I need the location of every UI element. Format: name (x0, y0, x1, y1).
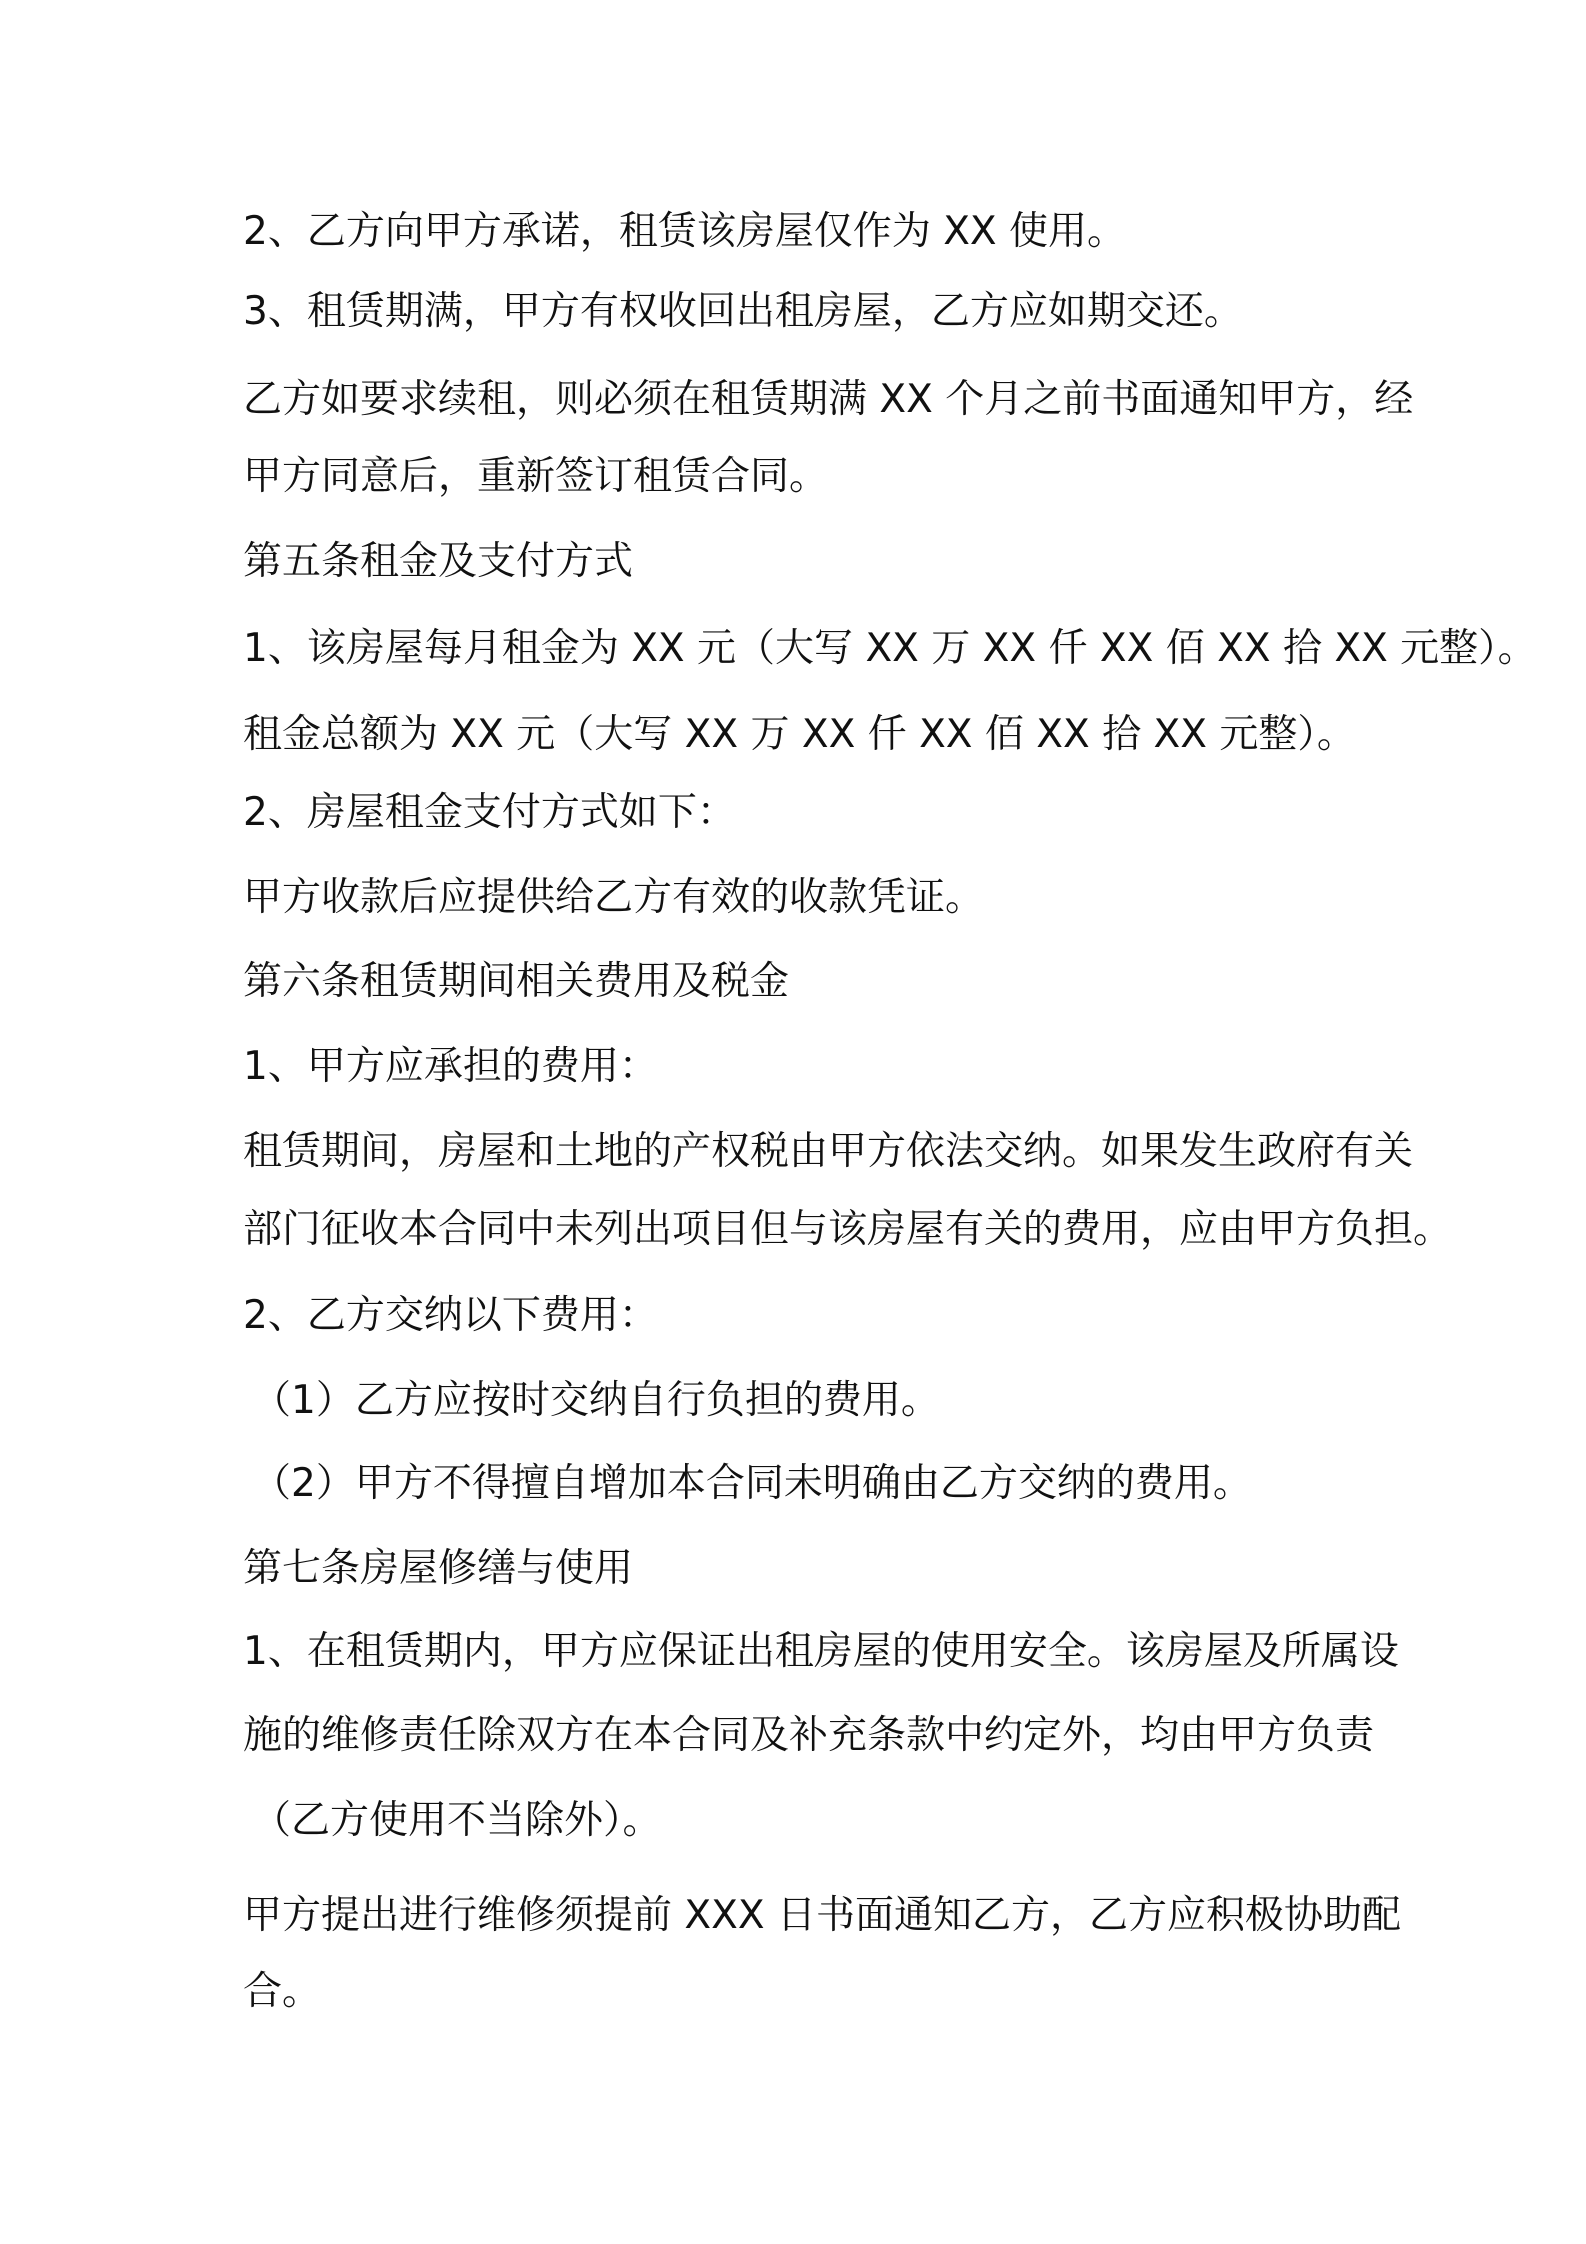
sub-item-2: （2）甲方不得擅自增加本合同未明确由乙方交纳的费用。 (252, 1461, 1252, 1506)
article-7-heading: 第七条房屋修缮与使用 (243, 1546, 634, 1591)
rent-total-amount: 租金总额为 XX 元（大写 XX 万 XX 仟 XX 佰 XX 拾 XX 元整）。 (243, 712, 1356, 757)
clause-item-2-usage: 2、乙方向甲方承诺，租赁该房屋仅作为 XX 使用。 (243, 209, 1127, 254)
repair-notice-line-1: 甲方提出进行维修须提前 XXX 日书面通知乙方，乙方应积极协助配 (243, 1893, 1401, 1938)
renewal-paragraph-line-2: 甲方同意后，重新签订租赁合同。 (243, 454, 829, 499)
clause-item-3-expiry: 3、租赁期满，甲方有权收回出租房屋，乙方应如期交还。 (243, 289, 1243, 334)
article-5-heading: 第五条租金及支付方式 (243, 539, 634, 584)
rent-monthly-amount: 1、该房屋每月租金为 XX 元（大写 XX 万 XX 仟 XX 佰 XX 拾 XX 元整）。 (243, 626, 1537, 671)
renewal-paragraph-line-1: 乙方如要求续租，则必须在租赁期满 XX 个月之前书面通知甲方，经 (243, 377, 1414, 422)
sub-item-1: （1）乙方应按时交纳自行负担的费用。 (252, 1378, 940, 1423)
tax-paragraph-line-2: 部门征收本合同中未列出项目但与该房屋有关的费用，应由甲方负担。 (243, 1207, 1453, 1252)
receipt-paragraph: 甲方收款后应提供给乙方有效的收款凭证。 (243, 875, 985, 920)
repair-notice-line-2: 合。 (243, 1969, 322, 2014)
repair-paragraph-line-1: 1、在租赁期内，甲方应保证出租房屋的使用安全。该房屋及所属设 (243, 1629, 1399, 1674)
payment-method-item: 2、房屋租金支付方式如下： (243, 790, 736, 835)
repair-paragraph-line-3: （乙方使用不当除外）。 (252, 1798, 662, 1843)
tax-paragraph-line-1: 租赁期间，房屋和土地的产权税由甲方依法交纳。如果发生政府有关 (243, 1129, 1414, 1174)
party-b-fees-item: 2、乙方交纳以下费用： (243, 1293, 658, 1338)
party-a-fees-item: 1、甲方应承担的费用： (243, 1044, 658, 1089)
repair-paragraph-line-2: 施的维修责任除双方在本合同及补充条款中约定外，均由甲方负责 (243, 1713, 1375, 1758)
article-6-heading: 第六条租赁期间相关费用及税金 (243, 959, 790, 1004)
